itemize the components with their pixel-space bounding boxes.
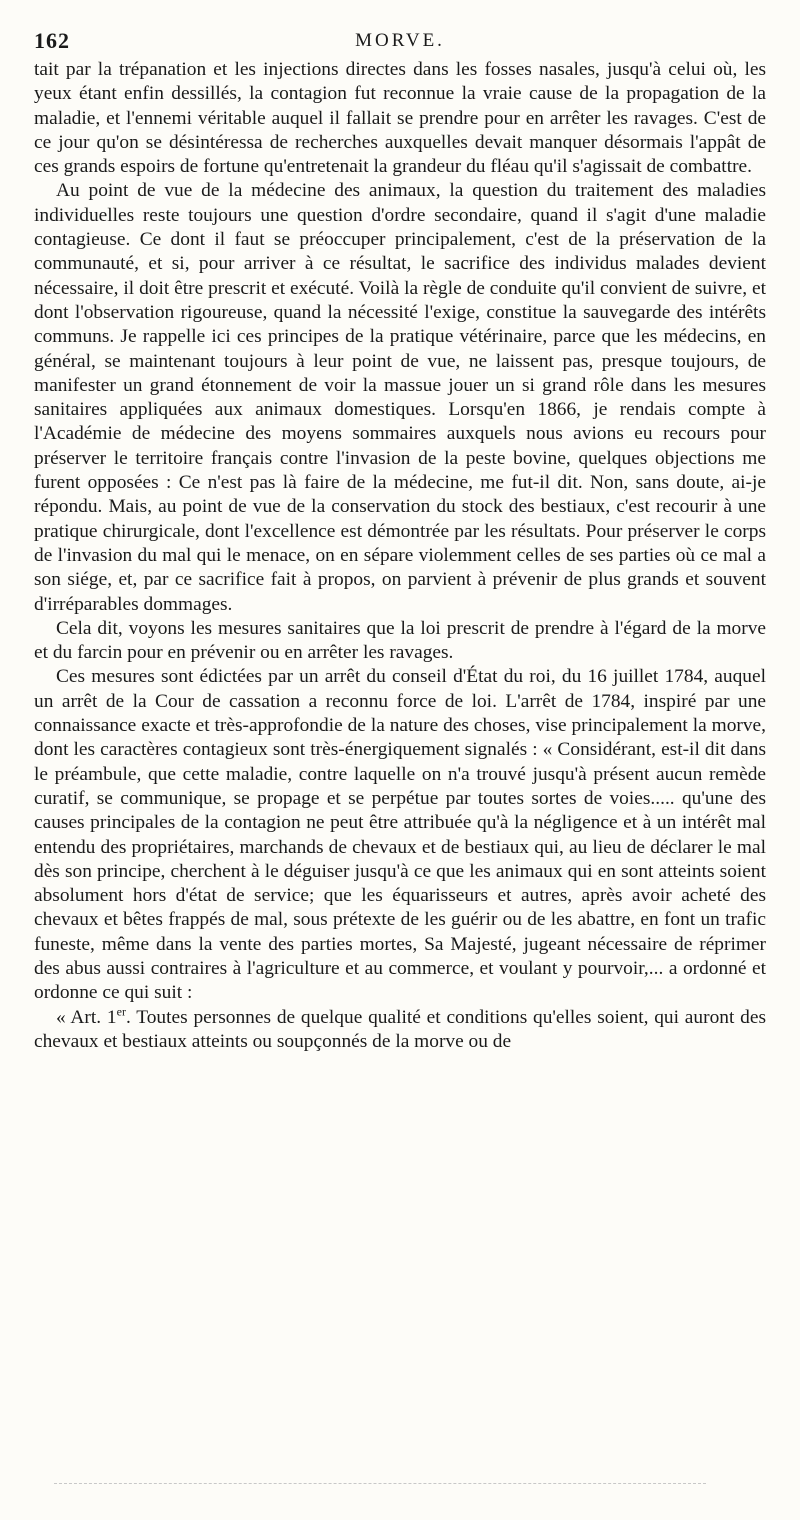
body-text <box>34 58 766 1054</box>
page-header <box>34 28 766 58</box>
running-title: MORVE. <box>355 30 445 51</box>
paragraph-veterinary-principles: Au point de vue de la médecine des animaux, la question du traitement des maladies individuelles reste toujours une question d'ordre secondaire, quand il s'agit d'une maladie contagieuse. Ce dont il faut se préoccuper principalement, c'est de la préservation de la communauté, et si, pour arriver à ce résultat, le sacrifice des individus malades devient nécessaire, il doit être prescrit et exécuté. Voilà la règle de conduite qu'il convient de suivre, et dont l'observation rigoureuse, quand la nécessité l'exige, constitue la sauvegarde des intérêts communs. Je rappelle ici ces principes de la pratique vétérinaire, parce que les médecins, en général, se maintenant toujours à leur point de vue, ne laissent pas, presque toujours, de manifester un grand étonnement de voir la massue jouer un si grand rôle dans les mesures sanitaires appliquées aux animaux domestiques. Lorsqu'en 1866, je rendais compte à l'Académie de médecine des moyens sommaires auxquels nous avions eu recours pour préserver le territoire français contre l'invasion de la peste bovine, quelques objections me furent opposées : Ce n'est pas là faire de la médecine, me fut-il dit. Non, sans doute, ai-je répondu. Mais, au point de vue de la conservation du stock des bestiaux, c'est recourir à une pratique chirurgicale, dont l'excellence est démontrée par les résultats. Pour préserver le corps de l'invasion du mal qui le menace, on en sépare violemment celles de ses parties où ce mal a son siége, et, par ce sacrifice fait à propos, on parvient à prévenir de plus grands et souvent d'irréparables dommages. <box>34 180 766 615</box>
paragraph-article-1 <box>34 1006 766 1055</box>
article-text: . Toutes personnes de quelque qualité et conditions qu'elles soient, qui auront des chevaux et bestiaux atteints ou soupçonnés de la morve ou de <box>34 1006 766 1052</box>
paragraph-arret-1784: Ces mesures sont édictées par un arrêt du conseil d'État du roi, du 16 juillet 1784, auquel un arrêt de la Cour de cassation a reconnu force de loi. L'arrêt de 1784, inspiré par une connaissance exacte et très-approfondie de la nature des choses, vise principalement la morve, dont les caractères contagieux sont très-énergiquement signalés : « Considérant, est-il dit dans le préambule, que cette maladie, contre laquelle on n'a trouvé jusqu'à présent aucun remède curatif, se communique, se propage et se perpétue par toutes sortes de voies..... qu'une des causes principales de la contagion ne peut être attribuée qu'à la négligence et à un intérêt mal entendu des propriétaires, marchands de chevaux et de bestiaux qui, au lieu de déclarer le mal dès son principe, cherchent à le déguiser jusqu'à ce que les animaux qui en sont atteints soient absolument hors d'état de service; que les équarisseurs et autres, après avoir acheté des chevaux et bêtes frappés de mal, sous prétexte de les guérir ou de les abattre, en font un trafic funeste, même dans la vente des parties mortes, Sa Majesté, jugeant nécessaire de réprimer des abus aussi contraires à l'agriculture et au commerce, et voulant y pourvoir,... a ordonné et ordonne ce qui suit : <box>34 666 766 1004</box>
paragraph-sanitary-measures: Cela dit, voyons les mesures sanitaires que la loi prescrit de prendre à l'égard de la morve et du farcin pour en prévenir ou en arrêter les ravages. <box>34 617 766 664</box>
article-prefix: « Art. 1 <box>56 1006 117 1028</box>
footer-rule <box>54 1483 706 1484</box>
article-superscript: er <box>116 1004 126 1019</box>
paragraph-continuation: tait par la trépanation et les injections directes dans les fosses nasales, jusqu'à celui où, les yeux étant enfin dessillés, la contagion fut reconnue la vraie cause de la propagation de la maladie, et l'ennemi véritable auquel il fallait se prendre pour en arrêter les ravages. C'est de ce jour qu'on se désintéressa de recherches auxquelles devait manquer désormais l'appât de ces grands espoirs de fortune qu'entretenait la grandeur du fléau qu'il s'agissait de combattre. <box>34 59 766 178</box>
page-number: 162 <box>34 28 70 53</box>
book-page <box>34 28 766 1508</box>
